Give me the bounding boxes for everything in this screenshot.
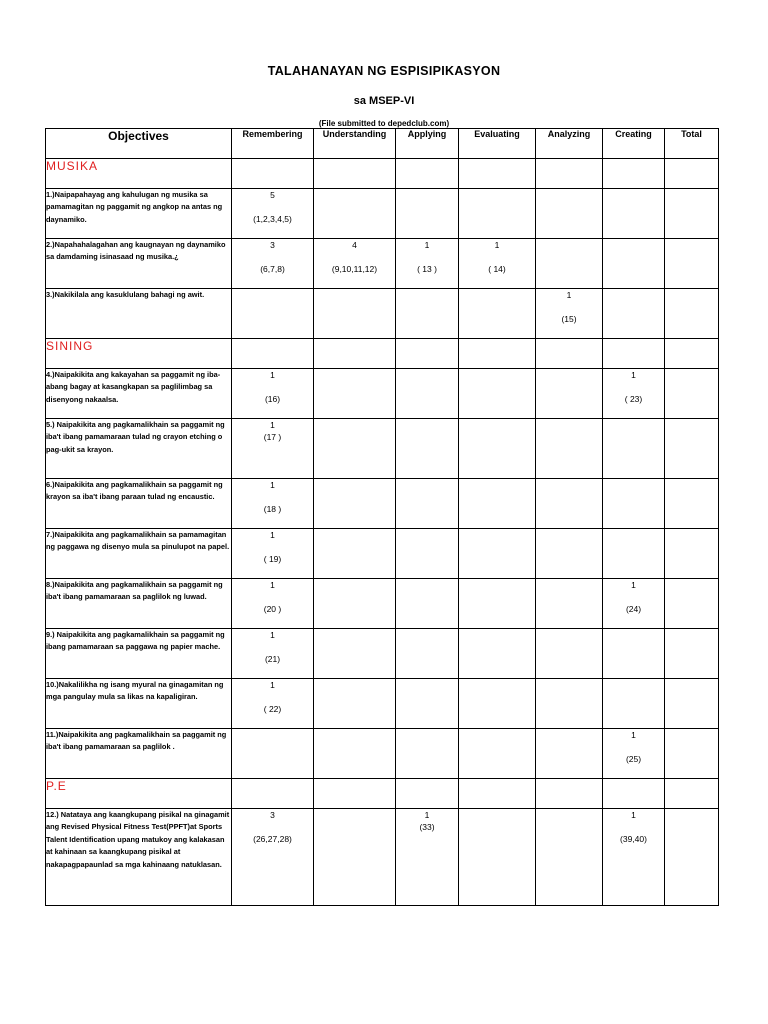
section-row-musika — [46, 159, 719, 189]
section-label-musika: MUSIKA — [46, 159, 232, 189]
table-row — [46, 189, 719, 239]
cell-creating: 1 (39,40) — [603, 809, 665, 906]
cell-applying: 1 (33) — [396, 809, 459, 906]
section-label-sining: SINING — [46, 339, 232, 369]
cell-creating: 1 ( 23) — [603, 369, 665, 419]
cell-remembering: 1 ( 19) — [232, 529, 314, 579]
table-row — [46, 419, 719, 479]
table-row — [46, 479, 719, 529]
cell-analyzing: 1 (15) — [536, 289, 603, 339]
section-label-pe: P.E — [46, 779, 232, 809]
objective-cell: 10.)Nakalilikha ng isang myural na ginagamitan ng mga pangulay mula sa likas na kapaligiran. — [46, 679, 232, 729]
objective-cell: 4.)Naipakikita ang kakayahan sa paggamit ng iba-abang bagay at kasangkapan sa paglilimbag sa disenyong nakaalsa. — [46, 369, 232, 419]
section-row-sining — [46, 339, 719, 369]
header-remembering: Remembering — [232, 129, 314, 159]
objective-cell: 12.) Natataya ang kaangkupang pisikal na ginagamit ang Revised Physical Fitness Test(PPFT)at Sports Talent Identification upang matukoy ang kalakasan at kahinaan sa kaangkupang pisikal at nakapagpapaunlad sa mga kahinaang natuklasan. — [46, 809, 232, 906]
table-row — [46, 579, 719, 629]
objective-cell: 9.) Naipakikita ang pagkamalikhain sa paggamit ng ibang pamamaraan sa paggawa ng papier mache. — [46, 629, 232, 679]
cell-understanding: 4 (9,10,11,12) — [314, 239, 396, 289]
table-row — [46, 809, 719, 906]
objective-cell: 7.)Naipakikita ang pagkamalikhain sa pamamagitan ng paggawa ng disenyo mula sa pinulupot na papel. — [46, 529, 232, 579]
objective-cell: 11.)Naipakikita ang pagkamalikhain sa paggamit ng iba't ibang pamamaraan sa paglilok . — [46, 729, 232, 779]
cell-creating: 1 (25) — [603, 729, 665, 779]
cell-creating: 1 (24) — [603, 579, 665, 629]
objective-cell: 3.)Nakikilala ang kasuklulang bahagi ng awit. — [46, 289, 232, 339]
document-subtitle: sa MSEP-VI — [353, 95, 415, 107]
table-row — [46, 529, 719, 579]
cell-remembering: 1 (16) — [232, 369, 314, 419]
table-row — [46, 289, 719, 339]
table-row — [46, 729, 719, 779]
header-objectives: Objectives — [46, 129, 232, 159]
specification-table — [45, 128, 719, 906]
cell-remembering: 5 (1,2,3,4,5) — [232, 189, 314, 239]
cell-applying: 1 ( 13 ) — [396, 239, 459, 289]
header-evaluating: Evaluating — [459, 129, 536, 159]
cell-remembering: 1 (17 ) — [232, 419, 314, 479]
cell-remembering: 1 ( 22) — [232, 679, 314, 729]
header-applying: Applying — [396, 129, 459, 159]
table-row — [46, 369, 719, 419]
cell-remembering: 1 (18 ) — [232, 479, 314, 529]
objective-cell: 1.)Naipapahayag ang kahulugan ng musika sa pamamagitan ng paggamit ng angkop na antas ng daynamiko. — [46, 189, 232, 239]
header-understanding: Understanding — [314, 129, 396, 159]
cell-evaluating: 1 ( 14) — [459, 239, 536, 289]
objective-cell: 5.) Naipakikita ang pagkamalikhain sa paggamit ng iba't ibang pamamaraan tulad ng crayon etching o pag-ukit sa krayon. — [46, 419, 232, 479]
table-row — [46, 629, 719, 679]
header-creating: Creating — [603, 129, 665, 159]
header-row — [46, 129, 719, 159]
objective-cell: 2.)Napahahalagahan ang kaugnayan ng daynamiko sa damdaming isinasaad ng musika.¿ — [46, 239, 232, 289]
document-title: TALAHANAYAN NG ESPISIPIKASYON — [267, 64, 501, 78]
section-row-pe — [46, 779, 719, 809]
source-note: (File submitted to depedclub.com) — [318, 119, 450, 128]
cell-remembering: 3 (6,7,8) — [232, 239, 314, 289]
cell-remembering: 1 (21) — [232, 629, 314, 679]
header-total: Total — [665, 129, 719, 159]
table-row — [46, 679, 719, 729]
cell-remembering: 1 (20 ) — [232, 579, 314, 629]
cell-remembering: 3 (26,27,28) — [232, 809, 314, 906]
header-analyzing: Analyzing — [536, 129, 603, 159]
table-row — [46, 239, 719, 289]
objective-cell: 6.)Naipakikita ang pagkamalikhain sa paggamit ng krayon sa iba't ibang paraan tulad ng encaustic. — [46, 479, 232, 529]
objective-cell: 8.)Naipakikita ang pagkamalikhain sa paggamit ng iba't ibang pamamaraan sa paglilok ng luwad. — [46, 579, 232, 629]
